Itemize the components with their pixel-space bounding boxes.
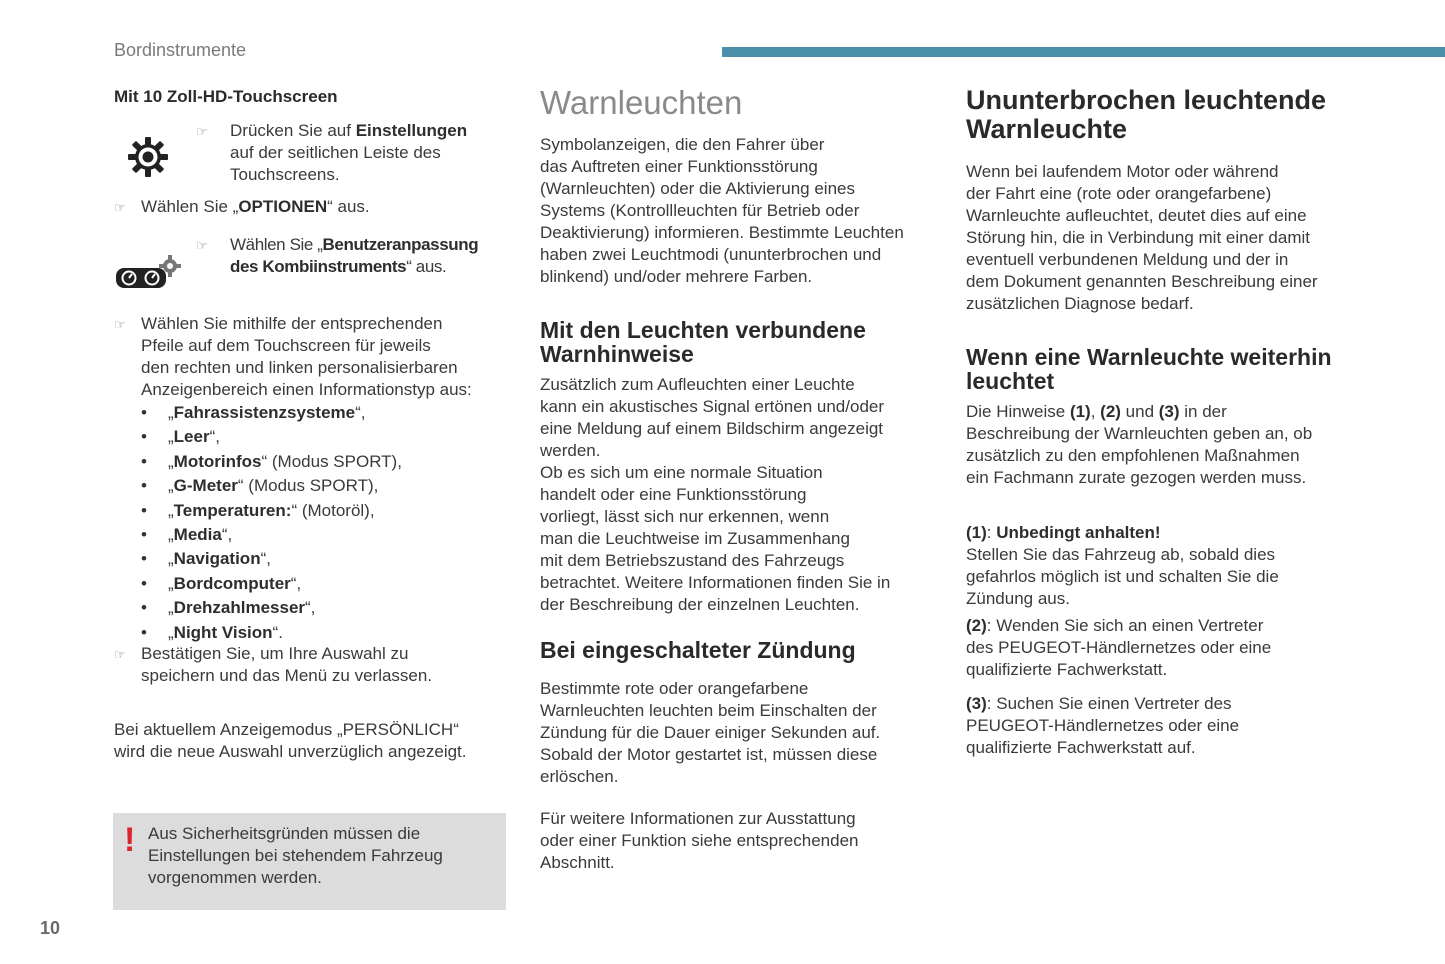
info-type-list — [141, 401, 501, 645]
header-accent-bar — [722, 47, 1445, 57]
step-pointer-1: ☞ — [196, 124, 208, 139]
associated-warnings-heading: Mit den Leuchten verbundene Warnhinweise — [540, 317, 866, 367]
step-pointer-5: ☞ — [114, 647, 126, 662]
cluster-customisation-icon — [114, 254, 182, 290]
ignition-on-text: Bestimmte rote oder orangefarbene Warnleuchten leuchten beim Einschalten der Zündung für die Dauer einiger Sekunden auf. Sobald der Motor gestartet ist, müssen diese erlöschen. — [540, 679, 881, 786]
warning-exclamation-icon: ! — [124, 821, 136, 859]
list-item: • „Navigation“, — [141, 547, 501, 571]
section-title: Bordinstrumente — [114, 40, 247, 60]
light-stays-on-heading: Wenn eine Warnleuchte weiterhin leuchtet — [966, 344, 1332, 394]
list-item: • „Bordcomputer“, — [141, 572, 501, 596]
touchscreen-heading: Mit 10 Zoll-HD-Touchscreen — [114, 87, 338, 106]
step-pointer-2: ☞ — [114, 200, 126, 215]
light-stays-on-text: Die Hinweise (1), (2) und (3) in der Beschreibung der Warnleuchten geben an, ob zusätzlich zu den empfohlenen Maßnahmen ein Fachmann zurate gezogen werden muss. — [966, 402, 1313, 487]
warning-lights-intro: Symbolanzeigen, die den Fahrer über das Auftreten einer Funktionsstörung (Warnleuchten) oder die Aktivierung eines Systems (Kontrollleuchten für Betrieb oder Deaktivierung) informieren. Bestimmte Leuchten haben zwei Leuchtmodi (ununterbrochen und blinkend) und/oder mehrere Farben. — [540, 135, 904, 286]
step-select-info: Wählen Sie mithilfe der entsprechenden Pfeile auf dem Touchscreen für jeweils den rechten und linken personalisierbaren Anzeigenbereich einen Informationstyp aus: — [141, 314, 472, 399]
warning-lights-title: Warnleuchten — [540, 84, 743, 121]
list-item: • „Motorinfos“ (Modus SPORT), — [141, 450, 501, 474]
list-item: • „Leer“, — [141, 425, 501, 449]
list-item: • „Fahrassistenzsysteme“, — [141, 401, 501, 425]
reference-1: (1): Unbedingt anhalten! Stellen Sie das Fahrzeug ab, sobald dies gefahrlos möglich ist und schalten Sie die Zündung aus. — [966, 523, 1279, 608]
ignition-on-heading: Bei eingeschalteter Zündung — [540, 637, 856, 663]
step-options: Wählen Sie „OPTIONEN“ aus. — [141, 197, 370, 216]
reference-2: (2): Wenden Sie sich an einen Vertreter des PEUGEOT-Händlernetzes oder eine qualifizierte Fachwerkstatt. — [966, 616, 1272, 679]
continuous-warning-text: Wenn bei laufendem Motor oder während der Fahrt eine (rote oder orangefarbene) Warnleuchte aufleuchtet, deutet dies auf eine Störung hin, die in Verbindung mit einer damit eventuell verbundenen Meldung und der in dem Dokument genannten Beschreibung einer zusätzlichen Diagnose bedarf. — [966, 162, 1318, 313]
list-item: • „Media“, — [141, 523, 501, 547]
list-item: • „G-Meter“ (Modus SPORT), — [141, 474, 501, 498]
reference-3: (3): Suchen Sie einen Vertreter des PEUGEOT-Händlernetzes oder eine qualifizierte Fachwerkstatt auf. — [966, 694, 1240, 757]
step-pointer-3: ☞ — [196, 238, 208, 253]
page-number: 10 — [40, 918, 61, 938]
list-item: • „Night Vision“. — [141, 621, 501, 645]
step-settings: Drücken Sie auf Einstellungen auf der seitlichen Leiste des Touchscreens. — [230, 121, 468, 184]
associated-warnings-text: Zusätzlich zum Aufleuchten einer Leuchte kann ein akustisches Signal ertönen und/oder eine Meldung auf einem Bildschirm angezeigt werden. Ob es sich um eine normale Situation handelt oder eine Funktionsstörung vorliegt, lässt sich nur erkennen, wenn man die Leuchtweise im Zusammenhang mit dem Betriebszustand des Fahrzeugs betrachtet. Weitere Informationen finden Sie in der Beschreibung der einzelnen Leuchten. — [540, 375, 891, 614]
display-mode-note: Bei aktuellem Anzeigemodus „PERSÖNLICH“ wird die neue Auswahl unverzüglich angezeigt. — [114, 720, 467, 761]
step-cluster-customisation: Wählen Sie „Benutzeranpassung des Kombiinstruments“ aus. — [230, 235, 479, 276]
step-confirm: Bestätigen Sie, um Ihre Auswahl zu speichern und das Menü zu verlassen. — [141, 644, 433, 685]
settings-gear-icon — [126, 135, 170, 179]
step-pointer-4: ☞ — [114, 317, 126, 332]
list-item: • „Temperaturen:“ (Motoröl), — [141, 499, 501, 523]
continuous-warning-heading: Ununterbrochen leuchtende Warnleuchte — [966, 85, 1327, 144]
list-item: • „Drehzahlmesser“, — [141, 596, 501, 620]
more-info-text: Für weitere Informationen zur Ausstattung oder einer Funktion siehe entsprechenden Abschnitt. — [540, 809, 859, 872]
safety-warning-text: Aus Sicherheitsgründen müssen die Einstellungen bei stehendem Fahrzeug vorgenommen werden. — [148, 824, 443, 887]
